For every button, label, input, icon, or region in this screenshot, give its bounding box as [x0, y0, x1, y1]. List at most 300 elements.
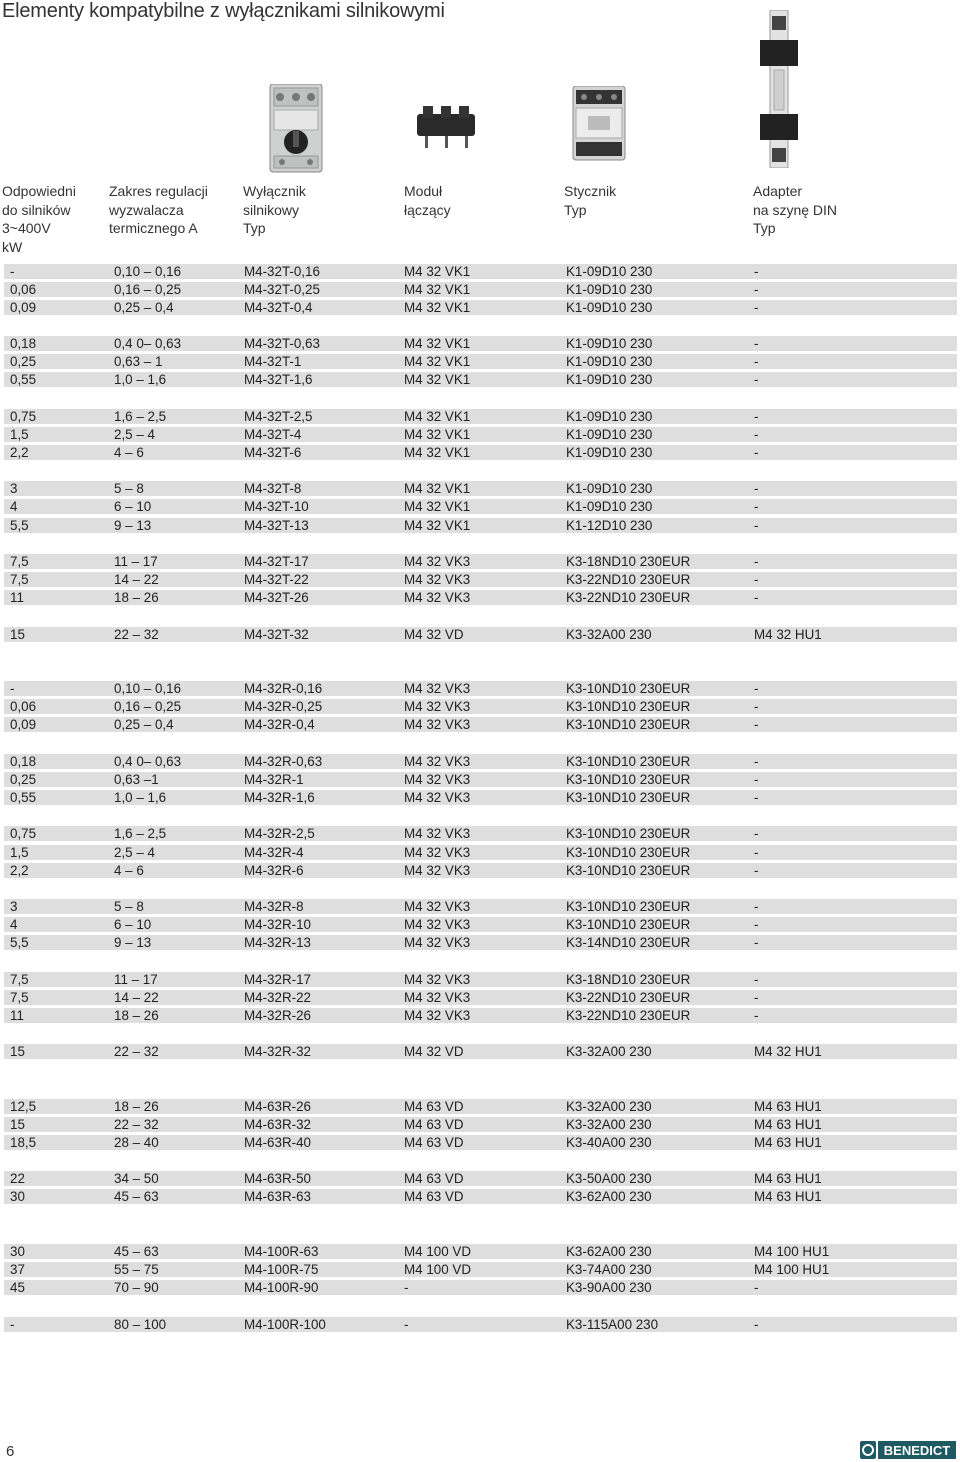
table-cell: -: [754, 717, 759, 732]
table-cell: K3-40A00 230: [566, 1135, 652, 1150]
table-cell: M4 32 VK1: [404, 300, 471, 315]
table-cell: 1,5: [10, 427, 29, 442]
table-cell: 1,6 – 2,5: [114, 826, 167, 841]
table-cell: M4-32T-1: [244, 354, 302, 369]
table-row: [4, 790, 957, 805]
table-row: [4, 282, 957, 297]
table-cell: 22 – 32: [114, 627, 159, 642]
table-cell: M4 63 HU1: [754, 1117, 822, 1132]
table-cell: M4 32 VK1: [404, 336, 471, 351]
header-contactor: Stycznik Typ: [564, 183, 617, 218]
table-cell: 70 – 90: [114, 1280, 159, 1295]
table-cell: 12,5: [10, 1099, 37, 1114]
table-cell: 0,55: [10, 790, 37, 805]
table-row: [4, 717, 957, 732]
table-cell: 0,25: [10, 772, 37, 787]
table-cell: M4 32 VK3: [404, 772, 471, 787]
table-cell: M4-32T-22: [244, 572, 309, 587]
table-cell: -: [754, 699, 759, 714]
table-cell: K3-32A00 230: [566, 1044, 652, 1059]
table-cell: 7,5: [10, 572, 29, 587]
table-cell: M4 32 VK3: [404, 717, 471, 732]
table-cell: 37: [10, 1262, 25, 1277]
table-cell: 0,75: [10, 409, 37, 424]
table-row: [4, 627, 957, 642]
table-cell: M4-32R-0,63: [244, 754, 323, 769]
table-cell: 11: [10, 590, 24, 605]
table-cell: 4: [10, 917, 18, 932]
table-cell: 0,18: [10, 336, 37, 351]
table-cell: 5,5: [10, 518, 29, 533]
table-cell: -: [754, 372, 759, 387]
table-cell: M4-100R-75: [244, 1262, 319, 1277]
table-cell: M4 32 VK3: [404, 1008, 471, 1023]
contactor-image: [572, 86, 626, 162]
header-motor-breaker: Wyłącznik silnikowy Typ: [243, 183, 306, 236]
table-row: [4, 572, 957, 587]
table-cell: M4 63 VD: [404, 1117, 464, 1132]
table-cell: K3-90A00 230: [566, 1280, 652, 1295]
table-cell: M4-32R-22: [244, 990, 311, 1005]
table-cell: M4 100 VD: [404, 1244, 471, 1259]
table-cell: M4 32 VK1: [404, 282, 471, 297]
table-cell: -: [754, 972, 759, 987]
table-cell: K3-62A00 230: [566, 1189, 652, 1204]
table-cell: M4-100R-63: [244, 1244, 319, 1259]
table-cell: 6 – 10: [114, 917, 152, 932]
table-cell: 55 – 75: [114, 1262, 159, 1277]
table-cell: 45: [10, 1280, 25, 1295]
table-cell: K3-10ND10 230EUR: [566, 863, 691, 878]
table-cell: -: [754, 1280, 759, 1295]
benedict-logo: [858, 1438, 958, 1462]
table-cell: 0,18: [10, 754, 37, 769]
connection-module-image: [413, 104, 479, 150]
table-cell: M4-32R-17: [244, 972, 311, 987]
table-cell: 11 – 17: [114, 554, 158, 569]
table-cell: 0,06: [10, 282, 37, 297]
table-cell: 0,09: [10, 717, 37, 732]
table-cell: K1-09D10 230: [566, 427, 653, 442]
table-cell: 0,10 – 0,16: [114, 681, 182, 696]
table-cell: 15: [10, 627, 25, 642]
table-cell: K3-32A00 230: [566, 1117, 652, 1132]
table-cell: M4-32R-4: [244, 845, 304, 860]
table-cell: K3-115A00 230: [566, 1317, 659, 1332]
table-cell: 0,63 –1: [114, 772, 159, 787]
table-cell: 0,10 – 0,16: [114, 264, 182, 279]
table-cell: 22 – 32: [114, 1044, 159, 1059]
table-cell: M4-63R-50: [244, 1171, 311, 1186]
table-cell: -: [404, 1317, 409, 1332]
table-cell: -: [754, 499, 759, 514]
table-cell: M4 32 VK1: [404, 354, 471, 369]
table-cell: 5,5: [10, 935, 29, 950]
table-row: [4, 917, 957, 932]
table-row: [4, 354, 957, 369]
table-cell: M4 32 VK3: [404, 554, 471, 569]
table-cell: K1-09D10 230: [566, 372, 653, 387]
table-cell: 4 – 6: [114, 863, 144, 878]
table-row: [4, 1171, 957, 1186]
table-cell: M4-32T-10: [244, 499, 309, 514]
motor-breaker-image: [268, 84, 326, 174]
table-row: [4, 1135, 957, 1150]
table-cell: M4 63 VD: [404, 1135, 464, 1150]
table-cell: -: [10, 264, 15, 279]
table-cell: K1-09D10 230: [566, 481, 653, 496]
table-cell: M4 32 VK3: [404, 590, 471, 605]
table-cell: -: [754, 300, 759, 315]
table-cell: 15: [10, 1117, 25, 1132]
table-cell: K3-10ND10 230EUR: [566, 772, 691, 787]
table-cell: M4-32R-32: [244, 1044, 311, 1059]
table-row: [4, 1244, 957, 1259]
table-row: [4, 1099, 957, 1114]
table-cell: 1,0 – 1,6: [114, 372, 167, 387]
table-cell: M4 32 VK1: [404, 372, 471, 387]
table-cell: 0,25: [10, 354, 37, 369]
header-connection-module: Moduł łączący: [404, 183, 451, 218]
table-cell: -: [754, 481, 759, 496]
table-cell: K3-22ND10 230EUR: [566, 1008, 691, 1023]
table-cell: 7,5: [10, 554, 29, 569]
table-cell: -: [754, 790, 759, 805]
table-cell: 7,5: [10, 972, 29, 987]
table-cell: M4-32T-6: [244, 445, 302, 460]
table-row: [4, 481, 957, 496]
table-cell: -: [754, 282, 759, 297]
table-cell: M4 63 HU1: [754, 1135, 822, 1150]
table-cell: -: [754, 409, 759, 424]
table-cell: K3-10ND10 230EUR: [566, 681, 691, 696]
table-cell: M4 32 VK3: [404, 917, 471, 932]
table-cell: K1-09D10 230: [566, 300, 653, 315]
table-cell: K3-62A00 230: [566, 1244, 652, 1259]
table-row: [4, 1280, 957, 1295]
table-cell: M4 100 HU1: [754, 1262, 830, 1277]
table-cell: 5 – 8: [114, 899, 144, 914]
table-cell: M4 63 VD: [404, 1171, 464, 1186]
table-cell: M4-32R-1: [244, 772, 304, 787]
table-cell: -: [754, 1317, 759, 1332]
table-cell: K3-22ND10 230EUR: [566, 572, 691, 587]
table-cell: M4-32R-8: [244, 899, 304, 914]
table-cell: M4-32R-26: [244, 1008, 311, 1023]
table-row: [4, 427, 957, 442]
table-cell: -: [10, 1317, 15, 1332]
table-cell: M4-63R-32: [244, 1117, 311, 1132]
table-row: [4, 899, 957, 914]
table-row: [4, 518, 957, 533]
table-cell: K3-10ND10 230EUR: [566, 826, 691, 841]
table-cell: K3-18ND10 230EUR: [566, 554, 691, 569]
table-cell: -: [754, 590, 759, 605]
table-row: [4, 445, 957, 460]
table-cell: M4 63 VD: [404, 1189, 464, 1204]
table-cell: -: [754, 336, 759, 351]
table-row: [4, 990, 957, 1005]
table-cell: M4 32 VK3: [404, 681, 471, 696]
table-cell: M4 32 VK3: [404, 972, 471, 987]
table-row: [4, 336, 957, 351]
table-cell: M4-32R-2,5: [244, 826, 315, 841]
table-cell: 11: [10, 1008, 24, 1023]
table-row: [4, 499, 957, 514]
table-cell: K3-10ND10 230EUR: [566, 754, 691, 769]
table-row: [4, 863, 957, 878]
table-cell: 0,06: [10, 699, 37, 714]
table-cell: M4 32 VK3: [404, 699, 471, 714]
table-row: [4, 972, 957, 987]
table-cell: M4 63 HU1: [754, 1171, 822, 1186]
table-cell: M4-32R-0,16: [244, 681, 323, 696]
table-cell: 30: [10, 1189, 25, 1204]
table-cell: M4 32 VK3: [404, 899, 471, 914]
table-cell: M4 32 VD: [404, 1044, 464, 1059]
table-row: [4, 1117, 957, 1132]
table-row: [4, 372, 957, 387]
table-cell: M4-63R-63: [244, 1189, 311, 1204]
table-cell: 7,5: [10, 990, 29, 1005]
table-cell: M4 32 VK3: [404, 754, 471, 769]
table-cell: M4 32 HU1: [754, 1044, 822, 1059]
table-cell: K1-09D10 230: [566, 264, 653, 279]
table-cell: -: [754, 264, 759, 279]
table-cell: 0,09: [10, 300, 37, 315]
brand-name: BENEDICT: [883, 1443, 951, 1458]
table-row: [4, 935, 957, 950]
table-cell: 9 – 13: [114, 935, 152, 950]
table-cell: 0,4 0– 0,63: [114, 754, 182, 769]
table-cell: 22: [10, 1171, 25, 1186]
table-cell: 18,5: [10, 1135, 37, 1150]
table-cell: M4-63R-40: [244, 1135, 311, 1150]
table-cell: K3-10ND10 230EUR: [566, 699, 691, 714]
table-cell: K3-10ND10 230EUR: [566, 917, 691, 932]
table-cell: -: [754, 1008, 759, 1023]
table-row: [4, 699, 957, 714]
table-cell: 0,25 – 0,4: [114, 717, 174, 732]
table-cell: M4 63 VD: [404, 1099, 464, 1114]
table-cell: M4 32 VK3: [404, 790, 471, 805]
table-row: [4, 1008, 957, 1023]
table-cell: -: [754, 354, 759, 369]
table-cell: M4 32 VK3: [404, 990, 471, 1005]
table-cell: 2,5 – 4: [114, 427, 155, 442]
table-cell: K3-10ND10 230EUR: [566, 845, 691, 860]
table-cell: K3-22ND10 230EUR: [566, 590, 691, 605]
table-cell: K3-14ND10 230EUR: [566, 935, 691, 950]
table-cell: 11 – 17: [114, 972, 158, 987]
table-cell: K1-09D10 230: [566, 336, 653, 351]
table-cell: 15: [10, 1044, 25, 1059]
table-cell: K1-09D10 230: [566, 445, 653, 460]
table-cell: 9 – 13: [114, 518, 152, 533]
table-cell: M4-63R-26: [244, 1099, 311, 1114]
table-cell: 2,2: [10, 445, 29, 460]
table-cell: M4-32R-0,25: [244, 699, 323, 714]
table-cell: K1-12D10 230: [566, 518, 653, 533]
table-cell: M4-32T-13: [244, 518, 309, 533]
table-cell: 5 – 8: [114, 481, 144, 496]
table-cell: -: [10, 681, 15, 696]
table-row: [4, 1044, 957, 1059]
table-cell: -: [754, 518, 759, 533]
table-row: [4, 554, 957, 569]
table-cell: M4 32 VK3: [404, 863, 471, 878]
table-cell: M4 100 HU1: [754, 1244, 830, 1259]
table-cell: K1-09D10 230: [566, 354, 653, 369]
table-cell: K3-50A00 230: [566, 1171, 652, 1186]
table-cell: M4-32R-0,4: [244, 717, 315, 732]
table-cell: 30: [10, 1244, 25, 1259]
table-cell: 80 – 100: [114, 1317, 167, 1332]
table-cell: M4 32 HU1: [754, 627, 822, 642]
header-motor-power: Odpowiedni do silników 3~400V kW: [2, 183, 76, 255]
table-cell: M4-32R-1,6: [244, 790, 315, 805]
table-cell: M4-32T-4: [244, 427, 302, 442]
table-cell: 0,16 – 0,25: [114, 282, 182, 297]
table-cell: 0,63 – 1: [114, 354, 163, 369]
table-cell: M4 32 VK1: [404, 518, 471, 533]
table-cell: 2,2: [10, 863, 29, 878]
table-cell: M4-32T-0,63: [244, 336, 320, 351]
table-cell: K3-10ND10 230EUR: [566, 717, 691, 732]
table-cell: 2,5 – 4: [114, 845, 155, 860]
table-cell: M4-32T-8: [244, 481, 302, 496]
header-thermal-range: Zakres regulacji wyzwalacza termicznego A: [109, 183, 208, 236]
din-rail-adapter-image: [756, 10, 802, 168]
table-cell: 0,75: [10, 826, 37, 841]
table-cell: K3-10ND10 230EUR: [566, 790, 691, 805]
table-row: [4, 772, 957, 787]
table-cell: -: [754, 772, 759, 787]
table-cell: 18 – 26: [114, 1008, 159, 1023]
table-cell: M4-32R-10: [244, 917, 311, 932]
page-title: Elementy kompatybilne z wyłącznikami silnikowymi: [2, 0, 445, 22]
table-cell: M4-32T-17: [244, 554, 309, 569]
table-cell: 3: [10, 899, 18, 914]
table-row: [4, 1262, 957, 1277]
table-row: [4, 300, 957, 315]
table-row: [4, 1317, 957, 1332]
table-cell: 6 – 10: [114, 499, 152, 514]
table-cell: -: [754, 681, 759, 696]
table-cell: 0,16 – 0,25: [114, 699, 182, 714]
table-cell: M4 32 VK3: [404, 826, 471, 841]
table-cell: K1-09D10 230: [566, 409, 653, 424]
table-cell: M4 32 VK1: [404, 427, 471, 442]
table-cell: 14 – 22: [114, 990, 159, 1005]
table-cell: M4-32T-2,5: [244, 409, 313, 424]
table-cell: 4 – 6: [114, 445, 144, 460]
table-cell: -: [754, 935, 759, 950]
table-cell: M4 100 VD: [404, 1262, 471, 1277]
table-cell: M4-32T-1,6: [244, 372, 313, 387]
table-row: [4, 845, 957, 860]
table-cell: M4 32 VK3: [404, 935, 471, 950]
table-cell: -: [754, 826, 759, 841]
table-cell: 0,4 0– 0,63: [114, 336, 182, 351]
table-cell: M4 63 HU1: [754, 1099, 822, 1114]
table-cell: K3-74A00 230: [566, 1262, 652, 1277]
table-cell: 28 – 40: [114, 1135, 159, 1150]
table-row: [4, 590, 957, 605]
table-cell: M4-32T-0,4: [244, 300, 313, 315]
table-cell: 45 – 63: [114, 1244, 159, 1259]
table-cell: -: [754, 554, 759, 569]
table-cell: M4-32R-6: [244, 863, 304, 878]
table-row: [4, 681, 957, 696]
table-cell: 14 – 22: [114, 572, 159, 587]
table-cell: M4 32 VK1: [404, 481, 471, 496]
page-number: 6: [6, 1443, 15, 1460]
table-cell: M4-32T-0,25: [244, 282, 320, 297]
table-cell: -: [754, 445, 759, 460]
table-cell: 4: [10, 499, 18, 514]
table-cell: M4-32T-32: [244, 627, 309, 642]
table-cell: M4 32 VD: [404, 627, 464, 642]
table-cell: -: [404, 1280, 409, 1295]
table-cell: K3-18ND10 230EUR: [566, 972, 691, 987]
table-cell: 0,55: [10, 372, 37, 387]
table-cell: -: [754, 899, 759, 914]
table-row: [4, 754, 957, 769]
table-cell: 45 – 63: [114, 1189, 159, 1204]
table-cell: M4 63 HU1: [754, 1189, 822, 1204]
table-cell: 22 – 32: [114, 1117, 159, 1132]
table-cell: M4 32 VK1: [404, 445, 471, 460]
table-cell: -: [754, 427, 759, 442]
table-cell: 1,6 – 2,5: [114, 409, 167, 424]
table-cell: M4 32 VK1: [404, 499, 471, 514]
table-cell: 34 – 50: [114, 1171, 159, 1186]
table-cell: 18 – 26: [114, 590, 159, 605]
header-din-adapter: Adapter na szynę DIN Typ: [753, 183, 838, 236]
table-cell: M4 32 VK3: [404, 845, 471, 860]
table-cell: K1-09D10 230: [566, 499, 653, 514]
table-cell: K3-10ND10 230EUR: [566, 899, 691, 914]
table-cell: -: [754, 572, 759, 587]
table-cell: -: [754, 990, 759, 1005]
table-cell: 3: [10, 481, 18, 496]
table-cell: 18 – 26: [114, 1099, 159, 1114]
table-cell: 0,25 – 0,4: [114, 300, 174, 315]
table-cell: -: [754, 917, 759, 932]
table-cell: K1-09D10 230: [566, 282, 653, 297]
table-cell: M4-32T-26: [244, 590, 309, 605]
table-cell: -: [754, 754, 759, 769]
table-cell: M4 32 VK1: [404, 409, 471, 424]
table-cell: 1,0 – 1,6: [114, 790, 167, 805]
table-cell: M4-100R-90: [244, 1280, 319, 1295]
table-row: [4, 409, 957, 424]
table-cell: -: [754, 863, 759, 878]
table-cell: M4 32 VK3: [404, 572, 471, 587]
table-cell: M4-100R-100: [244, 1317, 326, 1332]
table-cell: K3-32A00 230: [566, 1099, 652, 1114]
table-row: [4, 1189, 957, 1204]
table-row: [4, 826, 957, 841]
table-cell: M4 32 VK1: [404, 264, 471, 279]
table-cell: M4-32T-0,16: [244, 264, 320, 279]
table-cell: K3-22ND10 230EUR: [566, 990, 691, 1005]
table-cell: M4-32R-13: [244, 935, 311, 950]
table-row: [4, 264, 957, 279]
table-cell: 1,5: [10, 845, 29, 860]
table-cell: K3-32A00 230: [566, 627, 652, 642]
